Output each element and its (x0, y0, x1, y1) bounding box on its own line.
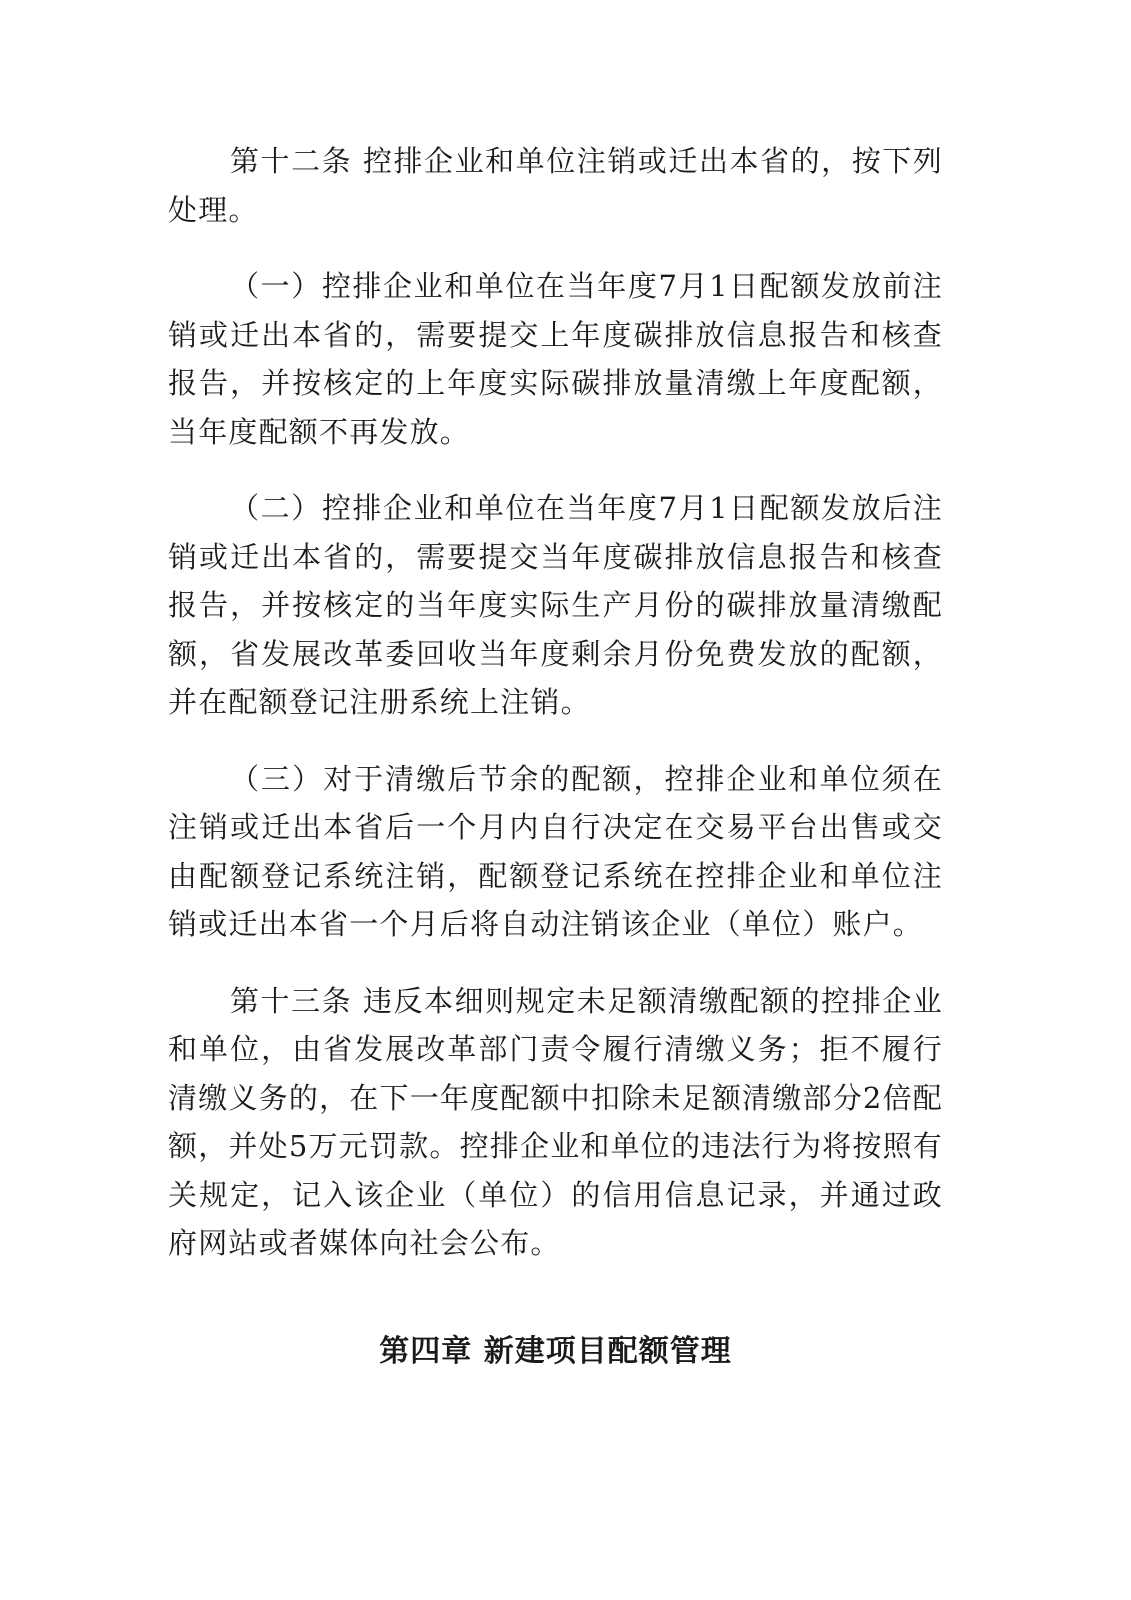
article-13: 第十三条 违反本细则规定未足额清缴配额的控排企业和单位，由省发展改革部门责令履行清缴义务；拒不履行清缴义务的，在下一年度配额中扣除未足额清缴部分2倍配额，并处5万元罚款。控排企业和单位的违法行为将按照有关规定，记入该企业（单位）的信用信息记录，并通过政府网站或者媒体向社会公布。 (168, 983, 943, 1260)
article-12-intro: 第十二条 控排企业和单位注销或迁出本省的，按下列处理。 (168, 144, 943, 227)
document-body (168, 137, 943, 1268)
article-12-item-2: （二）控排企业和单位在当年度7月1日配额发放后注销或迁出本省的，需要提交当年度碳排放信息报告和核查报告，并按核定的当年度实际生产月份的碳排放量清缴配额，省发展改革委回收当年度剩余月份免费发放的配额，并在配额登记注册系统上注销。 (168, 491, 943, 719)
article-12-item-1: （一）控排企业和单位在当年度7月1日配额发放前注销或迁出本省的，需要提交上年度碳排放信息报告和核查报告，并按核定的上年度实际碳排放量清缴上年度配额，当年度配额不再发放。 (168, 269, 943, 449)
chapter-heading: 第四章 新建项目配额管理 (379, 1334, 732, 1369)
article-12-item-3: （三）对于清缴后节余的配额，控排企业和单位须在注销或迁出本省后一个月内自行决定在交易平台出售或交由配额登记系统注销，配额登记系统在控排企业和单位注销或迁出本省一个月后将自动注销该企业（单位）账户。 (168, 761, 943, 941)
